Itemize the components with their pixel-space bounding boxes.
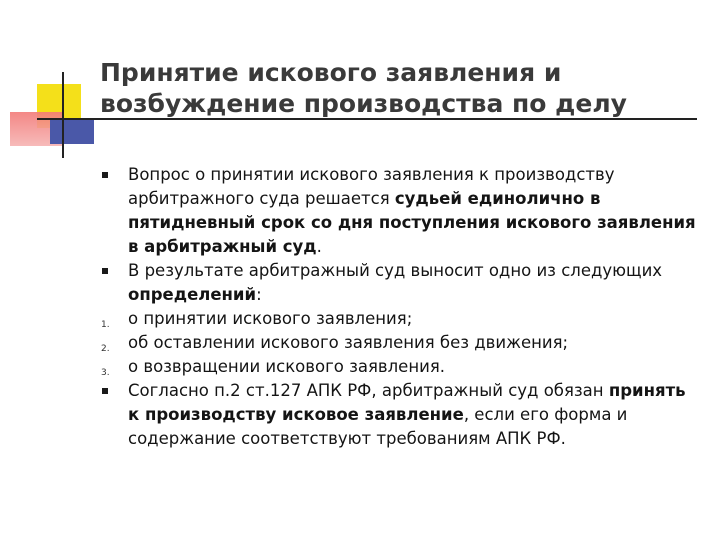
decor-vertical-line bbox=[62, 72, 64, 158]
title-line-2: возбуждение производства по делу bbox=[100, 89, 627, 118]
bullet-item bbox=[100, 379, 700, 451]
bullet-bold-text: принять к производству исковое заявление bbox=[128, 381, 686, 424]
bullet-text-tail: , если его форма и содержание соответствуют требованиям АПК РФ. bbox=[128, 405, 628, 448]
numbered-item bbox=[100, 355, 700, 379]
list-number: 1. bbox=[101, 320, 110, 330]
slide-body bbox=[100, 163, 700, 451]
list-number: 2. bbox=[101, 344, 110, 354]
bullet-item bbox=[100, 259, 700, 307]
numbered-text: об оставлении искового заявления без движения; bbox=[128, 333, 569, 352]
bullet-text: Вопрос о принятии искового заявления к производству арбитражного суда решается bbox=[128, 165, 615, 208]
numbered-text: о принятии искового заявления; bbox=[128, 309, 413, 328]
numbered-item bbox=[100, 331, 700, 355]
slide-title bbox=[100, 57, 710, 119]
numbered-item bbox=[100, 307, 700, 331]
bullet-text: В результате арбитражный суд выносит одно из следующих bbox=[128, 261, 663, 280]
decor-blue-square bbox=[50, 120, 94, 144]
bullet-item bbox=[100, 163, 700, 259]
title-line-1: Принятие искового заявления и bbox=[100, 58, 562, 87]
bullet-bold-text: судьей единолично в пятидневный срок со дня поступления искового заявления в арбитражный суд bbox=[128, 189, 696, 256]
bullet-bold-text: определений bbox=[128, 285, 257, 304]
numbered-text: о возвращении искового заявления. bbox=[128, 357, 446, 376]
list-number: 3. bbox=[101, 368, 110, 378]
bullet-text-tail: : bbox=[256, 285, 262, 304]
bullet-text-tail: . bbox=[316, 237, 322, 256]
bullet-text: Согласно п.2 ст.127 АПК РФ, арбитражный суд обязан bbox=[128, 381, 609, 400]
